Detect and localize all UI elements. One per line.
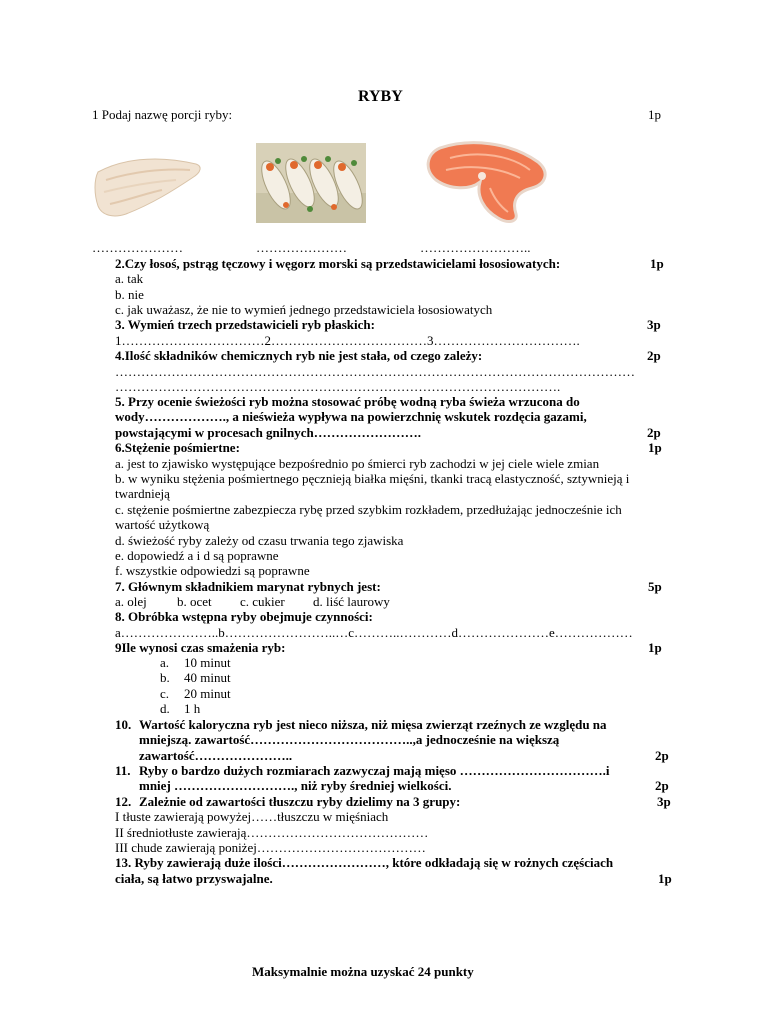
question-9-option-c-letter: c.: [160, 686, 170, 701]
salmon-steak-image: [420, 138, 552, 224]
answer-blank-3[interactable]: ……………………..: [420, 240, 531, 255]
question-4-points: 2p: [647, 348, 661, 363]
question-6-option-c-line-1: c. stężenie pośmiertne zabezpiecza rybę przed szybkim rozkładem, przedłużając jednocześnie ich: [115, 502, 622, 517]
question-3-points: 3p: [647, 317, 661, 332]
question-12-points: 3p: [657, 794, 671, 809]
question-9-option-d-letter: d.: [160, 701, 170, 716]
question-4-text: 4.Ilość składników chemicznych ryb nie jest stała, od czego zależy:: [115, 348, 483, 363]
question-12-number: 12.: [115, 794, 132, 809]
question-10-points: 2p: [655, 748, 669, 763]
question-6-option-d: d. świeżość ryby zależy od czasu trwania tego zjawiska: [115, 533, 404, 548]
question-2-text: 2.Czy łosoś, pstrąg tęczowy i węgorz morski są przedstawicielami łososiowatych:: [115, 256, 561, 271]
question-7-option-a: a. olej: [115, 594, 147, 609]
question-10-line-3: zawartość…………………..: [139, 748, 293, 763]
question-1-points: 1p: [648, 107, 661, 122]
question-7-option-d: d. liść laurowy: [313, 594, 390, 609]
question-2-points: 1p: [650, 256, 664, 271]
question-9-option-a: 10 minut: [184, 655, 231, 670]
question-12-text: Zależnie od zawartości tłuszczu ryby dzielimy na 3 grupy:: [139, 794, 461, 809]
question-8-answer[interactable]: a…………………..b……………………..…c………..…………d…………………e………………: [115, 625, 633, 640]
question-6-points: 1p: [648, 440, 662, 455]
question-6-option-e: e. dopowiedź a i d są poprawne: [115, 548, 279, 563]
answer-blank-2[interactable]: …………………: [256, 240, 347, 255]
question-7-text: 7. Głównym składnikiem marynat rybnych jest:: [115, 579, 381, 594]
question-13-points: 1p: [658, 871, 672, 886]
question-11-line-1: Ryby o bardzo dużych rozmiarach zazwyczaj mają mięso …………………………….i: [139, 763, 610, 778]
question-10-number: 10.: [115, 717, 132, 732]
question-11-number: 11.: [115, 763, 131, 778]
question-3-text: 3. Wymień trzech przedstawicieli ryb płaskich:: [115, 317, 375, 332]
fish-rolls-image: [256, 143, 366, 223]
question-9-text: 9Ile wynosi czas smażenia ryb:: [115, 640, 286, 655]
question-4-answer-line-1[interactable]: …………………………………………………………………………………………………………: [115, 364, 635, 379]
question-6-option-b-line-1: b. w wyniku stężenia pośmiertnego pęcznieją białka mięśni, tkanki tracą elastyczność, sztywnieją i: [115, 471, 630, 486]
question-5-line-2: wody………………., a nieświeża wypływa na powierzchnię wskutek rozdęcia gazami,: [115, 409, 587, 424]
question-5-points: 2p: [647, 425, 661, 440]
question-12-group-1: I tłuste zawierają powyżej……tłuszczu w mięśniach: [115, 809, 389, 824]
page-title: RYBY: [358, 88, 403, 105]
question-10-line-2: mniejszą. zawartość………………………………..,a jednocześnie na większą: [139, 732, 560, 747]
question-9-option-a-letter: a.: [160, 655, 170, 670]
question-12-group-2: II średniotłuste zawierają……………………………………: [115, 825, 429, 840]
answer-blank-1[interactable]: …………………: [92, 240, 183, 255]
question-8-text: 8. Obróbka wstępna ryby obejmuje czynności:: [115, 609, 373, 624]
question-1-text: 1 Podaj nazwę porcji ryby:: [92, 107, 233, 122]
question-7-option-b: b. ocet: [177, 594, 212, 609]
question-13-line-1: 13. Ryby zawierają duże ilości……………………, które odkładają się w rożnych częściach: [115, 855, 614, 870]
question-13-line-2: ciała, są łatwo przyswajalne.: [115, 871, 273, 886]
question-4-answer-line-2[interactable]: ………………………………………………………………………………………….: [115, 379, 561, 394]
question-6-option-c-line-2: wartość użytkową: [115, 517, 210, 532]
question-10-line-1: Wartość kaloryczna ryb jest nieco niższa, niż mięsa zwierząt rzeźnych ze względu na: [139, 717, 607, 732]
question-6-option-a: a. jest to zjawisko występujące bezpośrednio po śmierci ryb zachodzi w jej ciele wiele zmian: [115, 456, 600, 471]
question-12-group-3: III chude zawierają poniżej…………………………………: [115, 840, 426, 855]
question-2-option-a: a. tak: [115, 271, 144, 286]
question-2-option-c: c. jak uważasz, że nie to wymień jednego przedstawiciela łososiowatych: [115, 302, 493, 317]
question-2-option-b: b. nie: [115, 287, 144, 302]
question-5-line-3: powstającymi w procesach gnilnych…………………….: [115, 425, 421, 440]
question-3-answer[interactable]: 1……………………………2………………………………3…………………………….: [115, 333, 580, 348]
question-7-option-c: c. cukier: [240, 594, 285, 609]
question-9-option-c: 20 minut: [184, 686, 231, 701]
question-6-option-b-line-2: twardnieją: [115, 486, 170, 501]
question-9-points: 1p: [648, 640, 662, 655]
question-9-option-d: 1 h: [184, 701, 201, 716]
fish-fillet-image: [92, 150, 204, 222]
question-7-points: 5p: [648, 579, 662, 594]
question-11-line-2: mniej ………………………., niż ryby średniej wielkości.: [139, 778, 452, 793]
question-9-option-b: 40 minut: [184, 670, 231, 685]
question-11-points: 2p: [655, 778, 669, 793]
max-points-footer: Maksymalnie można uzyskać 24 punkty: [252, 964, 474, 979]
question-6-text: 6.Stężenie pośmiertne:: [115, 440, 240, 455]
question-5-line-1: 5. Przy ocenie świeżości ryb można stosować próbę wodną ryba świeża wrzucona do: [115, 394, 580, 409]
question-6-option-f: f. wszystkie odpowiedzi są poprawne: [115, 563, 310, 578]
question-9-option-b-letter: b.: [160, 670, 170, 685]
